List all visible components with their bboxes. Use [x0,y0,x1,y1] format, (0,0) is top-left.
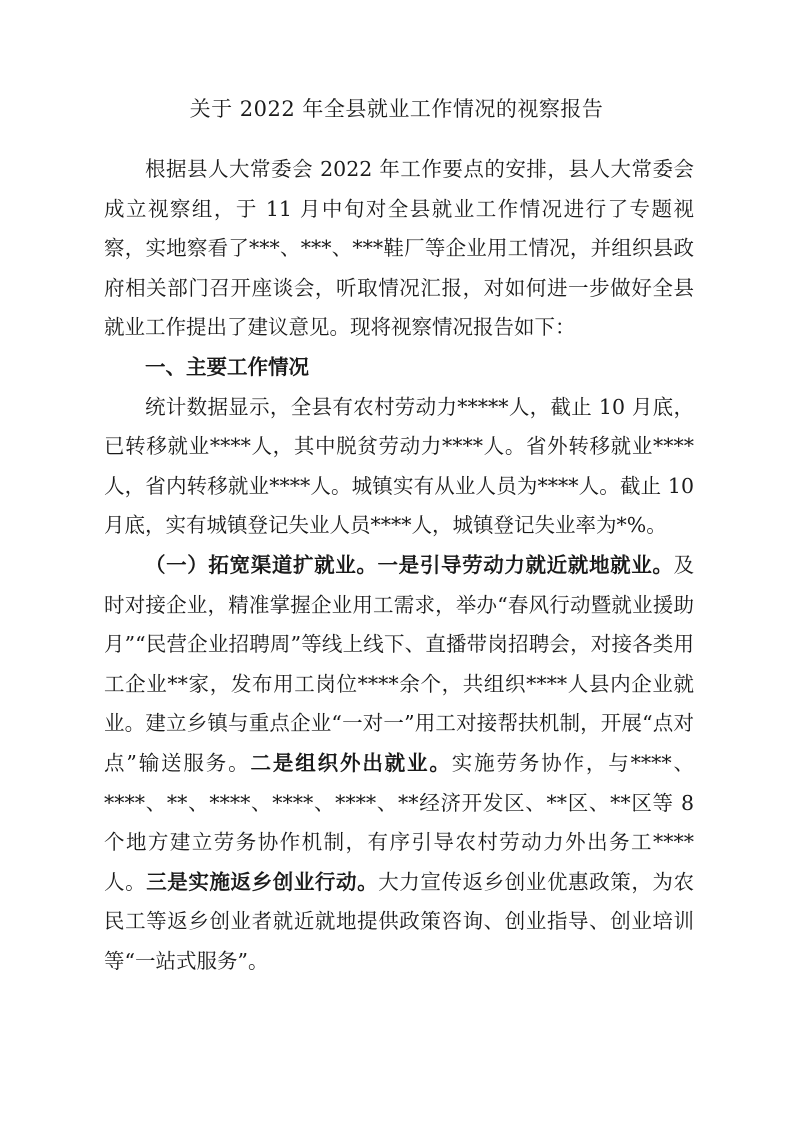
point3-text: 大力宣传返乡创业优惠政策，为农民工等返乡创业者就近就地提供政策咨询、创业指导、创业培训等“一站式服务”。 [104,869,695,973]
document-body [104,150,694,981]
point1-text: 及时对接企业，精准掌握企业用工需求，举办“春风行动暨就业援助月”“民营企业招聘周”等线上线下、直播带岗招聘会，对接各类用工企业**家，发布用工岗位****余个，共组织****人县内企业就业。建立乡镇与重点企业“一对一”用工对接帮扶机制，开展“点对点”输送服务。 [104,552,695,775]
section-heading-main-work: 一、主要工作情况 [145,354,309,379]
point2-text: 实施劳务协作，与****、****、**、****、****、****、**经济开发区、**区、**区等 8 个地方建立劳务协作机制，有序引导农村劳动力外出务工****人。 [104,750,695,894]
statistics-paragraph: 统计数据显示，全县有农村劳动力*****人，截止 10 月底，已转移就业****人，其中脱贫劳动力****人。省外转移就业****人，省内转移就业****人。城镇实有从业人员为****人。截止 10 月底，实有城镇登记失业人员****人，城镇登记失业率为*%。 [104,394,694,538]
point2-heading: 二是组织外出就业。 [250,750,452,775]
document-title: 关于 2022 年全县就业工作情况的视察报告 [189,97,604,121]
point3-heading: 三是实施返乡创业行动。 [146,869,379,894]
intro-paragraph: 根据县人大常委会 2022 年工作要点的安排，县人大常委会成立视察组，于 11 月中旬对全县就业工作情况进行了专题视察，实地察看了***、***、***鞋厂等企业用工情况，并组织县政府相关部门召开座谈会，听取情况汇报，对如何进一步做好全县就业工作提出了建议意见。现将视察情况报告如下： [104,157,694,340]
subsection-paragraph-channels [104,546,694,982]
subsection-heading: （一）拓宽渠道扩就业。 [145,552,378,577]
point1-heading: 一是引导劳动力就近就地就业。 [377,552,674,577]
